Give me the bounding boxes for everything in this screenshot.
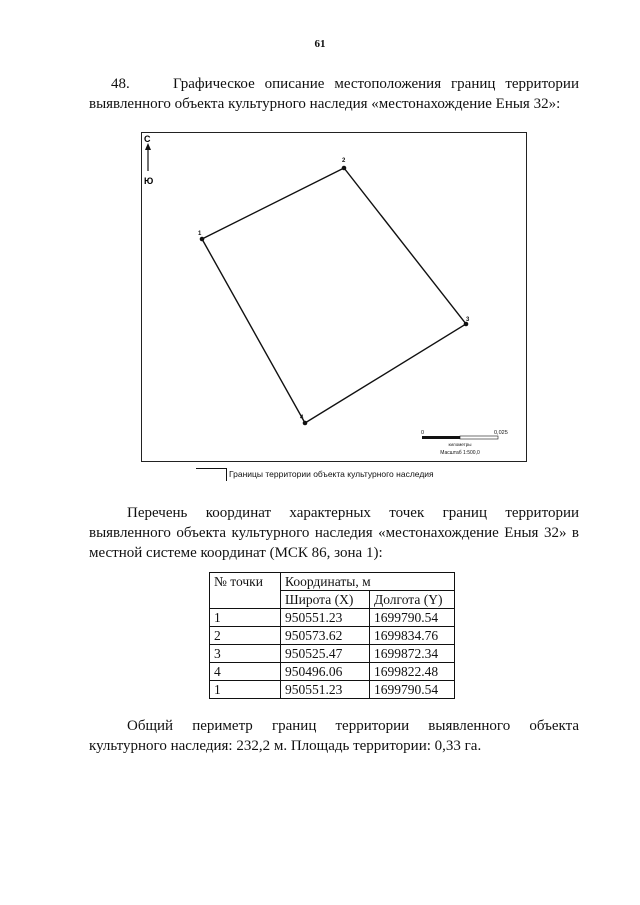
heading-line-2: выявленного объекта культурного наследия «местонахождение Еныя 32»: bbox=[89, 96, 561, 112]
header-coordinates: Координаты, м bbox=[281, 573, 455, 591]
coords-intro bbox=[89, 503, 579, 563]
summary-line-1: Общий периметр границ территории выявленного объекта bbox=[127, 718, 579, 734]
table-header-row bbox=[210, 573, 455, 591]
vertex-label-1: 1 bbox=[198, 231, 202, 237]
scale-start: 0 bbox=[421, 430, 425, 436]
cell-y: 1699872.34 bbox=[370, 645, 455, 663]
north-arrow bbox=[144, 134, 153, 186]
vertex-2 bbox=[342, 166, 347, 171]
cell-y: 1699834.76 bbox=[370, 627, 455, 645]
boundary-map-drawing bbox=[142, 133, 526, 461]
table-row bbox=[210, 645, 455, 663]
summary bbox=[89, 716, 579, 756]
table-row bbox=[210, 681, 455, 699]
cell-x: 950525.47 bbox=[281, 645, 370, 663]
header-x: Широта (X) bbox=[281, 591, 370, 609]
section-heading bbox=[89, 74, 579, 114]
vertex-label-4: 4 bbox=[300, 415, 304, 421]
boundary-vertices bbox=[200, 166, 469, 426]
cell-point: 1 bbox=[210, 681, 281, 699]
cell-point: 3 bbox=[210, 645, 281, 663]
south-label: Ю bbox=[144, 176, 154, 186]
heading-line-1: Графическое описание местоположения границ территории bbox=[173, 76, 579, 92]
header-point: № точки bbox=[210, 573, 281, 609]
coords-intro-line-3: местной системе координат (МСК 86, зона 1): bbox=[89, 545, 383, 561]
north-label: С bbox=[144, 134, 151, 144]
table-row bbox=[210, 627, 455, 645]
cell-x: 950551.23 bbox=[281, 681, 370, 699]
cell-x: 950496.06 bbox=[281, 663, 370, 681]
cell-point: 4 bbox=[210, 663, 281, 681]
scale-bar bbox=[421, 430, 508, 456]
cell-y: 1699790.54 bbox=[370, 609, 455, 627]
vertex-label-3: 3 bbox=[466, 317, 470, 323]
summary-line-2: культурного наследия: 232,2 м. Площадь территории: 0,33 га. bbox=[89, 738, 482, 754]
coords-intro-line-1: Перечень координат характерных точек границ территории bbox=[127, 505, 579, 521]
table-row bbox=[210, 609, 455, 627]
vertex-label-2: 2 bbox=[342, 158, 346, 164]
scale-end: 0,025 bbox=[494, 430, 508, 436]
legend-label: Границы территории объекта культурного наследия bbox=[229, 469, 434, 479]
coords-intro-line-2: выявленного объекта культурного наследия «местонахождение Еныя 32» в bbox=[89, 525, 579, 541]
section-number: 48. bbox=[111, 76, 130, 92]
boundary-map bbox=[141, 132, 527, 462]
cell-y: 1699790.54 bbox=[370, 681, 455, 699]
page-number: 61 bbox=[314, 38, 326, 50]
cell-y: 1699822.48 bbox=[370, 663, 455, 681]
territory-boundary bbox=[202, 168, 466, 423]
scale-caption: Масштаб 1:500,0 bbox=[440, 450, 480, 456]
vertex-1 bbox=[200, 237, 205, 242]
scale-units: километры bbox=[448, 442, 472, 447]
header-y: Долгота (Y) bbox=[370, 591, 455, 609]
cell-point: 2 bbox=[210, 627, 281, 645]
cell-x: 950551.23 bbox=[281, 609, 370, 627]
cell-x: 950573.62 bbox=[281, 627, 370, 645]
coordinates-table bbox=[209, 572, 455, 699]
table-row bbox=[210, 663, 455, 681]
vertex-4 bbox=[303, 421, 308, 426]
legend-boundary-swatch bbox=[196, 468, 227, 481]
cell-point: 1 bbox=[210, 609, 281, 627]
